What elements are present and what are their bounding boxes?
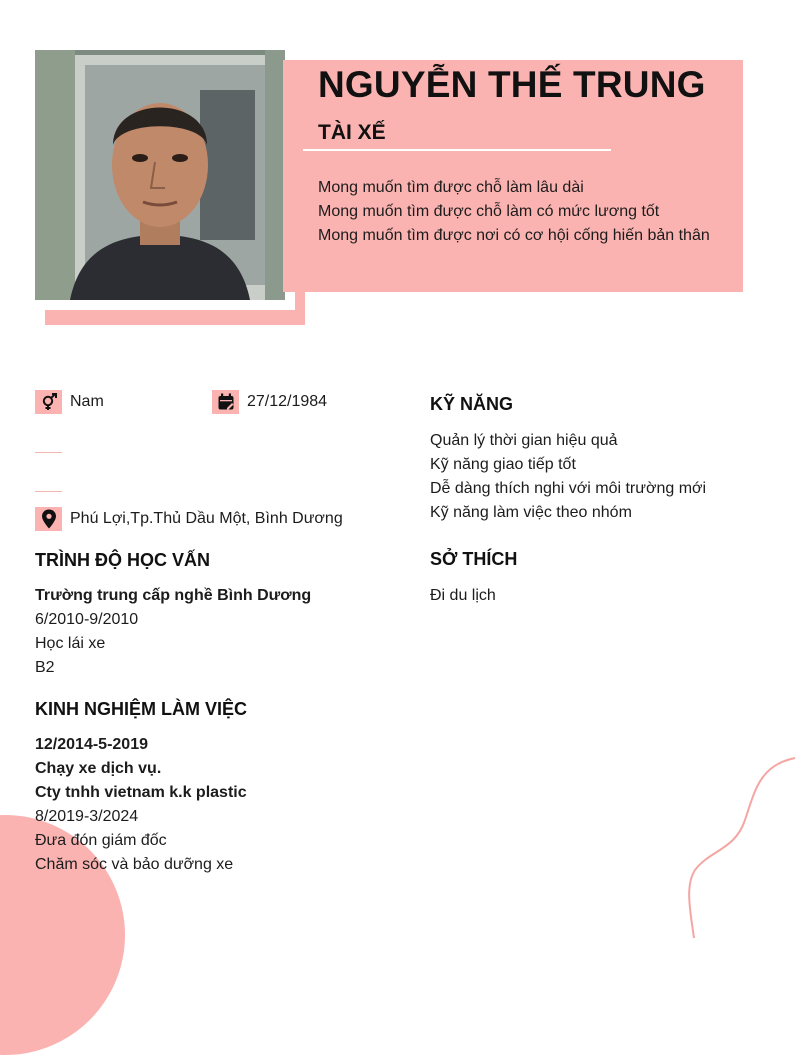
skill-item: Kỹ năng giao tiếp tốt [430, 456, 576, 473]
birthdate-value: 27/12/1984 [247, 393, 328, 410]
job-description: Chạy xe dịch vụ. [35, 760, 162, 777]
career-objectives [318, 176, 718, 248]
skills-heading: KỸ NĂNG [430, 394, 514, 414]
address-value: Phú Lợi,Tp.Thủ Dầu Một, Bình Dương [70, 510, 343, 527]
info-divider [35, 452, 62, 453]
calendar-icon [212, 390, 239, 414]
objective-item: Mong muốn tìm được chỗ làm có mức lương tốt [318, 203, 660, 220]
profile-photo [35, 50, 285, 300]
skills-list [430, 429, 770, 525]
skill-item: Dễ dàng thích nghi với môi trường mới [430, 480, 707, 497]
job-company: Cty tnhh vietnam k.k plastic [35, 784, 247, 801]
candidate-name: NGUYỄN THẾ TRUNG [318, 64, 706, 105]
objective-item: Mong muốn tìm được nơi có cơ hội cống hiến bản thân [318, 227, 710, 244]
job-description: Đưa đón giám đốc [35, 832, 167, 849]
hobbies-heading: SỞ THÍCH [430, 549, 518, 569]
skill-item: Quản lý thời gian hiệu quả [430, 432, 618, 449]
skill-item: Kỹ năng làm việc theo nhóm [430, 504, 632, 521]
experience-heading: KINH NGHIỆM LÀM VIỆC [35, 699, 248, 719]
job-company: Chăm sóc và bảo dưỡng xe [35, 856, 234, 873]
gender-value: Nam [70, 393, 104, 410]
title-divider [303, 149, 611, 151]
experience-list [35, 733, 405, 877]
school-name: Trường trung cấp nghề Bình Dương [35, 587, 312, 604]
education-entry [35, 584, 405, 680]
hobbies-list [430, 584, 770, 608]
education-heading: TRÌNH ĐỘ HỌC VẤN [35, 550, 210, 570]
info-divider [35, 491, 62, 492]
objective-item: Mong muốn tìm được chỗ làm lâu dài [318, 179, 584, 196]
job-period: 12/2014-5-2019 [35, 736, 148, 753]
map-pin-icon [35, 507, 62, 531]
hobby-item: Đi du lịch [430, 587, 496, 604]
decorative-wave [680, 750, 800, 940]
gender-icon [35, 390, 62, 414]
education-license: B2 [35, 659, 55, 676]
job-title: TÀI XẾ [318, 121, 386, 144]
education-period: 6/2010-9/2010 [35, 611, 139, 628]
education-course: Học lái xe [35, 635, 106, 652]
job-period: 8/2019-3/2024 [35, 808, 139, 825]
